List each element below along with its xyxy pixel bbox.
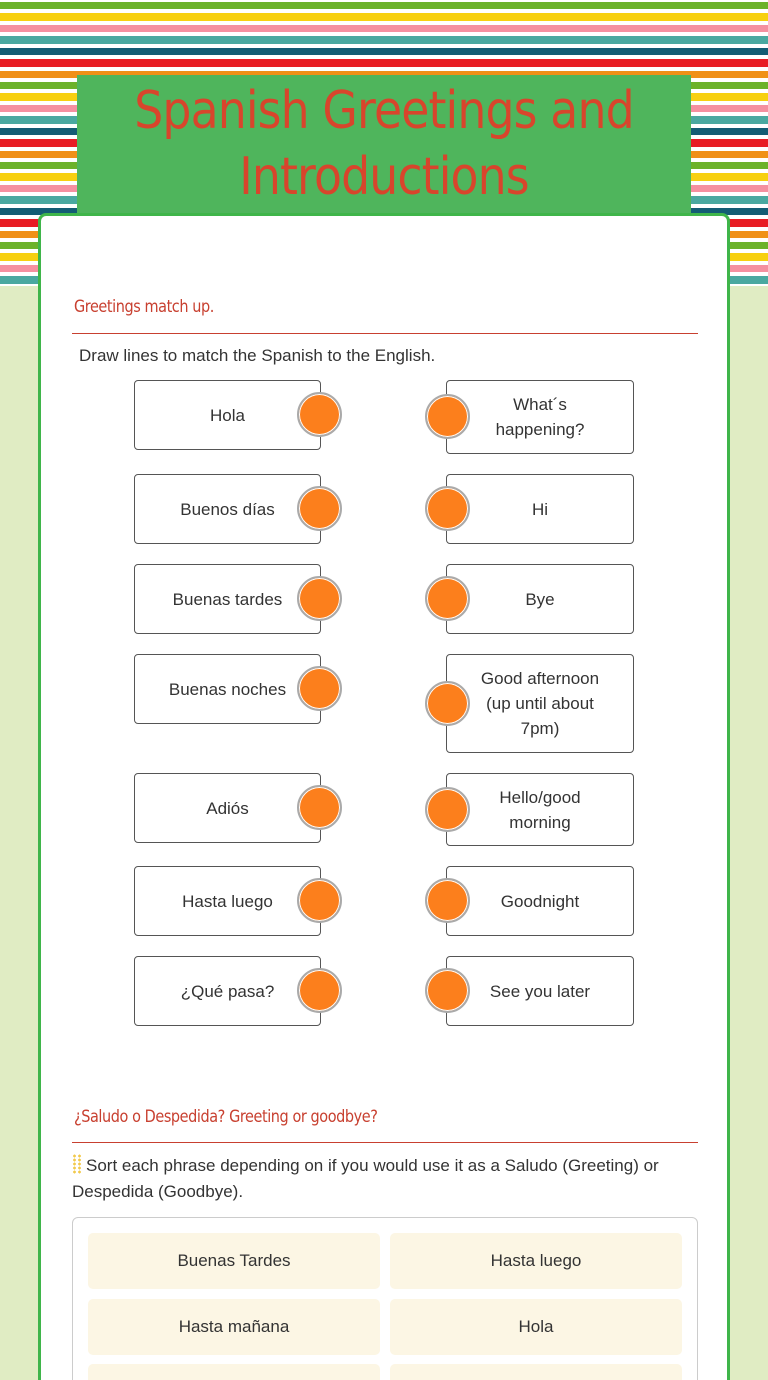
match-left-label: Buenos días xyxy=(180,499,275,519)
match-connector-dot[interactable] xyxy=(425,486,470,531)
matching-section-title: Greetings match up. xyxy=(74,297,214,317)
drag-handle-icon xyxy=(72,1154,82,1174)
sort-item-label: Hasta mañana xyxy=(178,1317,290,1336)
section-divider xyxy=(72,1142,698,1143)
match-left-label: Buenas noches xyxy=(168,679,287,699)
sort-item[interactable] xyxy=(88,1233,380,1289)
match-connector-dot[interactable] xyxy=(425,787,470,832)
match-right-item[interactable] xyxy=(446,474,634,544)
match-connector-dot[interactable] xyxy=(297,968,342,1013)
match-left-label: Hasta luego xyxy=(182,891,273,911)
sorting-instructions xyxy=(72,1153,702,1205)
match-right-label: Hi xyxy=(531,499,549,519)
sorting-instructions-text: Sort each phrase depending on if you would use it as a Saludo (Greeting) or Despedida (Goodbye). xyxy=(72,1156,659,1201)
match-left-label: Hola xyxy=(210,405,245,425)
match-left-label: Adiós xyxy=(206,798,249,818)
match-connector-dot[interactable] xyxy=(297,666,342,711)
match-right-item[interactable] xyxy=(446,773,634,846)
match-right-label: See you later xyxy=(489,981,591,1001)
title-banner xyxy=(77,75,691,220)
match-right-label: Good afternoon (up until about 7pm) xyxy=(480,669,600,738)
match-right-item[interactable] xyxy=(446,654,634,753)
sort-item[interactable] xyxy=(88,1299,380,1355)
sort-item[interactable] xyxy=(390,1233,682,1289)
match-right-item[interactable] xyxy=(446,380,634,454)
sort-items-container xyxy=(72,1217,698,1380)
worksheet xyxy=(38,213,730,1380)
match-right-label: Goodnight xyxy=(500,891,580,911)
match-left-label: Buenas tardes xyxy=(172,589,283,609)
match-connector-dot[interactable] xyxy=(297,486,342,531)
match-left-item[interactable] xyxy=(134,654,321,724)
page-title: Spanish Greetings and Introductions xyxy=(134,80,634,207)
match-connector-dot[interactable] xyxy=(425,878,470,923)
match-right-item[interactable] xyxy=(446,956,634,1026)
match-connector-dot[interactable] xyxy=(297,576,342,621)
match-connector-dot[interactable] xyxy=(425,681,470,726)
match-left-label: ¿Qué pasa? xyxy=(180,981,275,1001)
match-right-label: Bye xyxy=(525,589,555,609)
match-left-item[interactable] xyxy=(134,380,321,450)
sort-item-label: Hasta luego xyxy=(490,1251,582,1270)
match-right-item[interactable] xyxy=(446,564,634,634)
sort-item[interactable] xyxy=(390,1364,682,1380)
match-right-label: Hello/good morning xyxy=(499,787,581,832)
match-right-item[interactable] xyxy=(446,866,634,936)
sort-item[interactable] xyxy=(88,1364,380,1380)
sorting-section-title: ¿Saludo o Despedida? Greeting or goodbye? xyxy=(74,1107,378,1127)
match-connector-dot[interactable] xyxy=(425,968,470,1013)
match-connector-dot[interactable] xyxy=(297,392,342,437)
match-right-label: What´s happening? xyxy=(495,395,585,439)
sort-item-label: Buenas Tardes xyxy=(177,1251,291,1270)
match-left-item[interactable] xyxy=(134,773,321,843)
sort-item[interactable] xyxy=(390,1299,682,1355)
sort-item-label: Hola xyxy=(518,1317,554,1336)
match-connector-dot[interactable] xyxy=(297,785,342,830)
match-left-item[interactable] xyxy=(134,564,321,634)
match-connector-dot[interactable] xyxy=(425,576,470,621)
match-connector-dot[interactable] xyxy=(425,394,470,439)
match-left-item[interactable] xyxy=(134,956,321,1026)
match-left-item[interactable] xyxy=(134,866,321,936)
section-divider xyxy=(72,333,698,334)
match-left-item[interactable] xyxy=(134,474,321,544)
match-connector-dot[interactable] xyxy=(297,878,342,923)
matching-instructions: Draw lines to match the Spanish to the English. xyxy=(79,346,436,365)
